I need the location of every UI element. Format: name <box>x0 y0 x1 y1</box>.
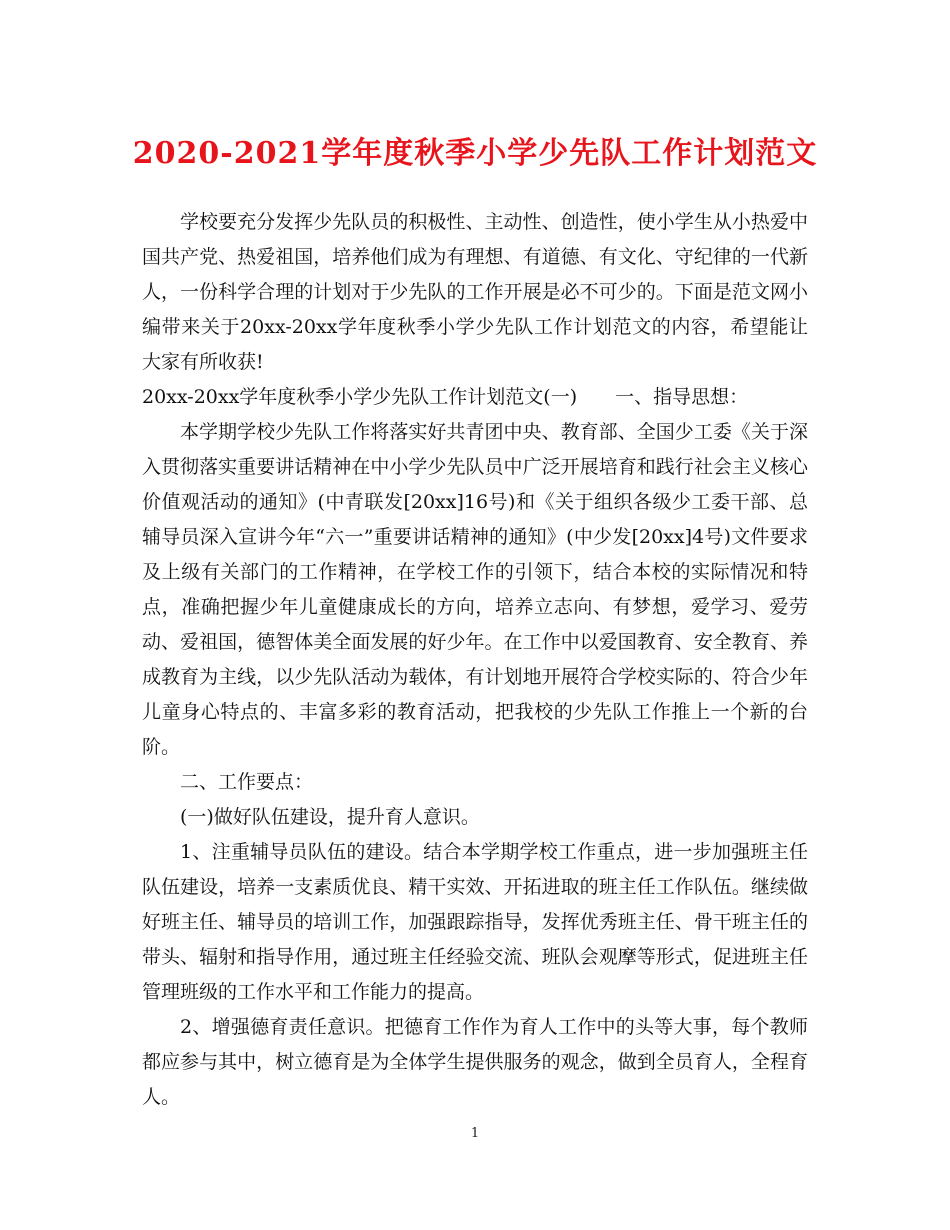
subsection-heading: (一)做好队伍建设，提升育人意识。 <box>180 806 480 828</box>
document-body <box>142 205 808 1115</box>
work-points-heading: 二、工作要点： <box>180 771 314 793</box>
guiding-thought-paragraph: 本学期学校少先队工作将落实好共青团中央、教育部、全国少工委《关于深入贯彻落实重要讲话精神在中小学少先队员中广泛开展培育和践行社会主义核心价值观活动的通知》(中青联发[20xx]16号)和《关于组织各级少工委干部、总辅导员深入宣讲今年“六一”重要讲话精神的通知》(中少发[20xx]4号)文件要求及上级有关部门的工作精神，在学校工作的引领下，结合本校的实际情况和特点，准确把握少年儿童健康成长的方向，培养立志向、有梦想，爱学习、爱劳动、爱祖国，德智体美全面发展的好少年。在工作中以爱国教育、安全教育、养成教育为主线，以少先队活动为载体，有计划地开展符合学校实际的、符合少年儿童身心特点的、丰富多彩的教育活动，把我校的少先队工作推上一个新的台阶。 <box>142 421 808 758</box>
intro-paragraph: 学校要充分发挥少先队员的积极性、主动性、创造性，使小学生从小热爱中国共产党、热爱祖国，培养他们成为有理想、有道德、有文化、守纪律的一代新人，一份科学合理的计划对于少先队的工作开展是必不可少的。下面是范文网小编带来关于20xx-20xx学年度秋季小学少先队工作计划范文的内容，希望能让大家有所收获! <box>142 211 808 373</box>
page-number: 1 <box>470 1126 480 1141</box>
point-one-paragraph: 1、注重辅导员队伍的建设。结合本学期学校工作重点，进一步加强班主任队伍建设，培养一支素质优良、精干实效、开拓进取的班主任工作队伍。继续做好班主任、辅导员的培训工作，加强跟踪指导，发挥优秀班主任、骨干班主任的带头、辐射和指导作用，通过班主任经验交流、班队会观摩等形式，促进班主任管理班级的工作水平和工作能力的提高。 <box>142 841 808 1003</box>
document-title: 2020-2021学年度秋季小学少先队工作计划范文 <box>132 136 818 171</box>
point-two-paragraph: 2、增强德育责任意识。把德育工作作为育人工作中的头等大事，每个教师都应参与其中，树立德育是为全体学生提供服务的观念，做到全员育人，全程育人。 <box>142 1016 808 1108</box>
section-heading-paragraph: 20xx-20xx学年度秋季小学少先队工作计划范文(一) 一、指导思想： <box>142 386 749 408</box>
